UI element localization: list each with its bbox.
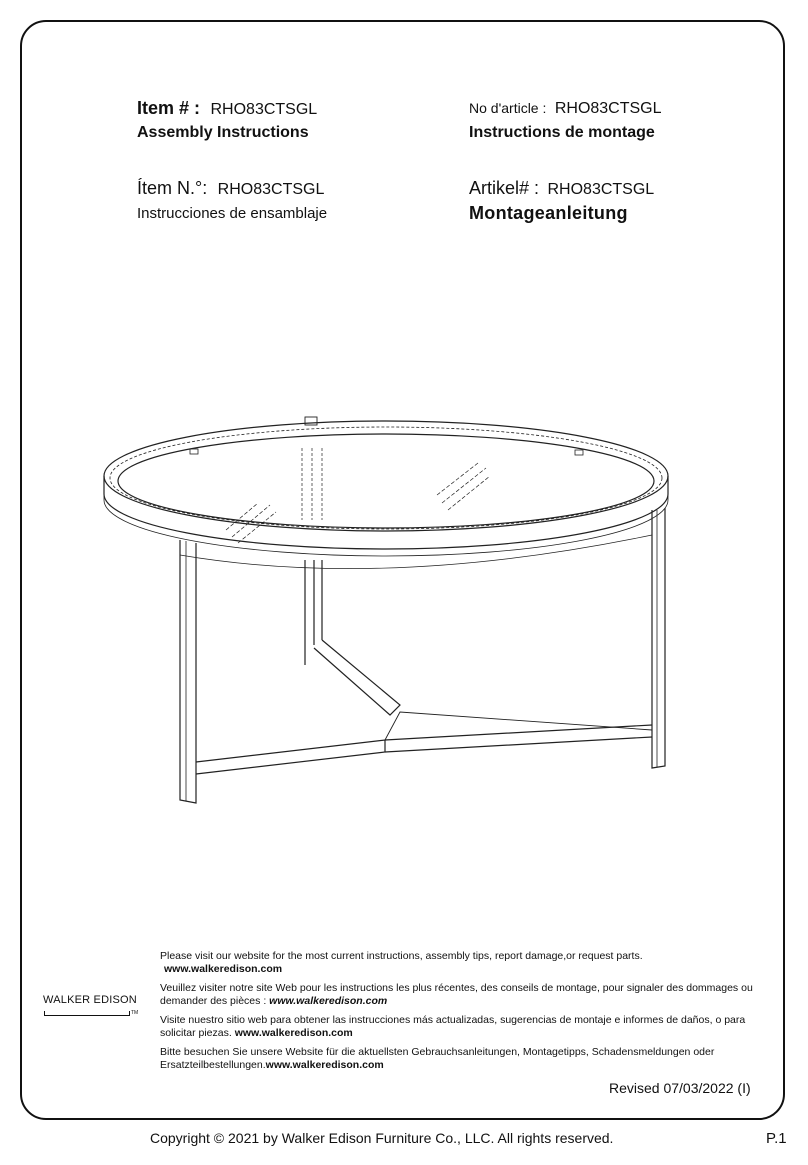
item-number-en	[137, 98, 317, 120]
logo-trademark: TM	[131, 1010, 139, 1016]
walker-edison-logo	[40, 990, 140, 1020]
website-link-fr[interactable]: www.walkeredison.com	[269, 995, 388, 1007]
note-fr	[160, 982, 766, 1008]
assembly-title-de: Montageanleitung	[469, 203, 628, 223]
item-code-fr: RHO83CTSGL	[554, 100, 662, 117]
note-es	[160, 1014, 766, 1040]
item-number-es	[137, 178, 324, 200]
item-number-fr	[469, 98, 662, 119]
assembly-title-en: Assembly Instructions	[137, 124, 309, 141]
note-es-text: Visite nuestro sitio web para obtener las instrucciones más actualizadas, sugerencias de montaje e informes de daños, o para solicitar piezas.	[160, 1014, 746, 1039]
item-label-fr: No d'article :	[469, 100, 547, 116]
note-fr-text: Veuillez visiter notre site Web pour les instructions les plus récentes, des conseils de montage, pour signaler des dommages ou demander des pièces :	[160, 982, 753, 1007]
item-code-es: RHO83CTSGL	[217, 181, 325, 198]
coffee-table-illustration	[100, 410, 680, 810]
website-link-de[interactable]: www.walkeredison.com	[265, 1059, 384, 1071]
note-de	[160, 1046, 766, 1072]
assembly-title-fr: Instructions de montage	[469, 124, 655, 141]
item-number-de	[469, 178, 654, 200]
item-label-es: Ítem N.°:	[137, 178, 208, 198]
assembly-title-es: Instrucciones de ensamblaje	[137, 205, 328, 222]
logo-text: WALKER EDISON	[43, 994, 137, 1006]
logo-underline	[44, 1011, 130, 1016]
revision-date: Revised 07/03/2022 (I)	[609, 1080, 751, 1096]
item-label-de: Artikel# :	[469, 178, 540, 198]
note-en-text: Please visit our website for the most current instructions, assembly tips, report damage,or request parts.	[160, 950, 643, 962]
item-code-de: RHO83CTSGL	[547, 181, 655, 198]
page-number: P.1	[766, 1130, 787, 1147]
item-code-en: RHO83CTSGL	[210, 101, 318, 118]
website-link-es[interactable]: www.walkeredison.com	[234, 1027, 353, 1039]
item-label-en: Item # :	[137, 98, 201, 118]
copyright-notice: Copyright © 2021 by Walker Edison Furniture Co., LLC. All rights reserved.	[150, 1130, 614, 1146]
website-notes	[160, 950, 766, 1078]
note-de-text: Bitte besuchen Sie unsere Website für die aktuellsten Gebrauchsanleitungen, Montagetipps, Schadensmeldungen oder Ersatzteilbestellungen.	[160, 1046, 715, 1071]
note-en	[160, 950, 766, 976]
website-link-en[interactable]: www.walkeredison.com	[164, 963, 283, 975]
